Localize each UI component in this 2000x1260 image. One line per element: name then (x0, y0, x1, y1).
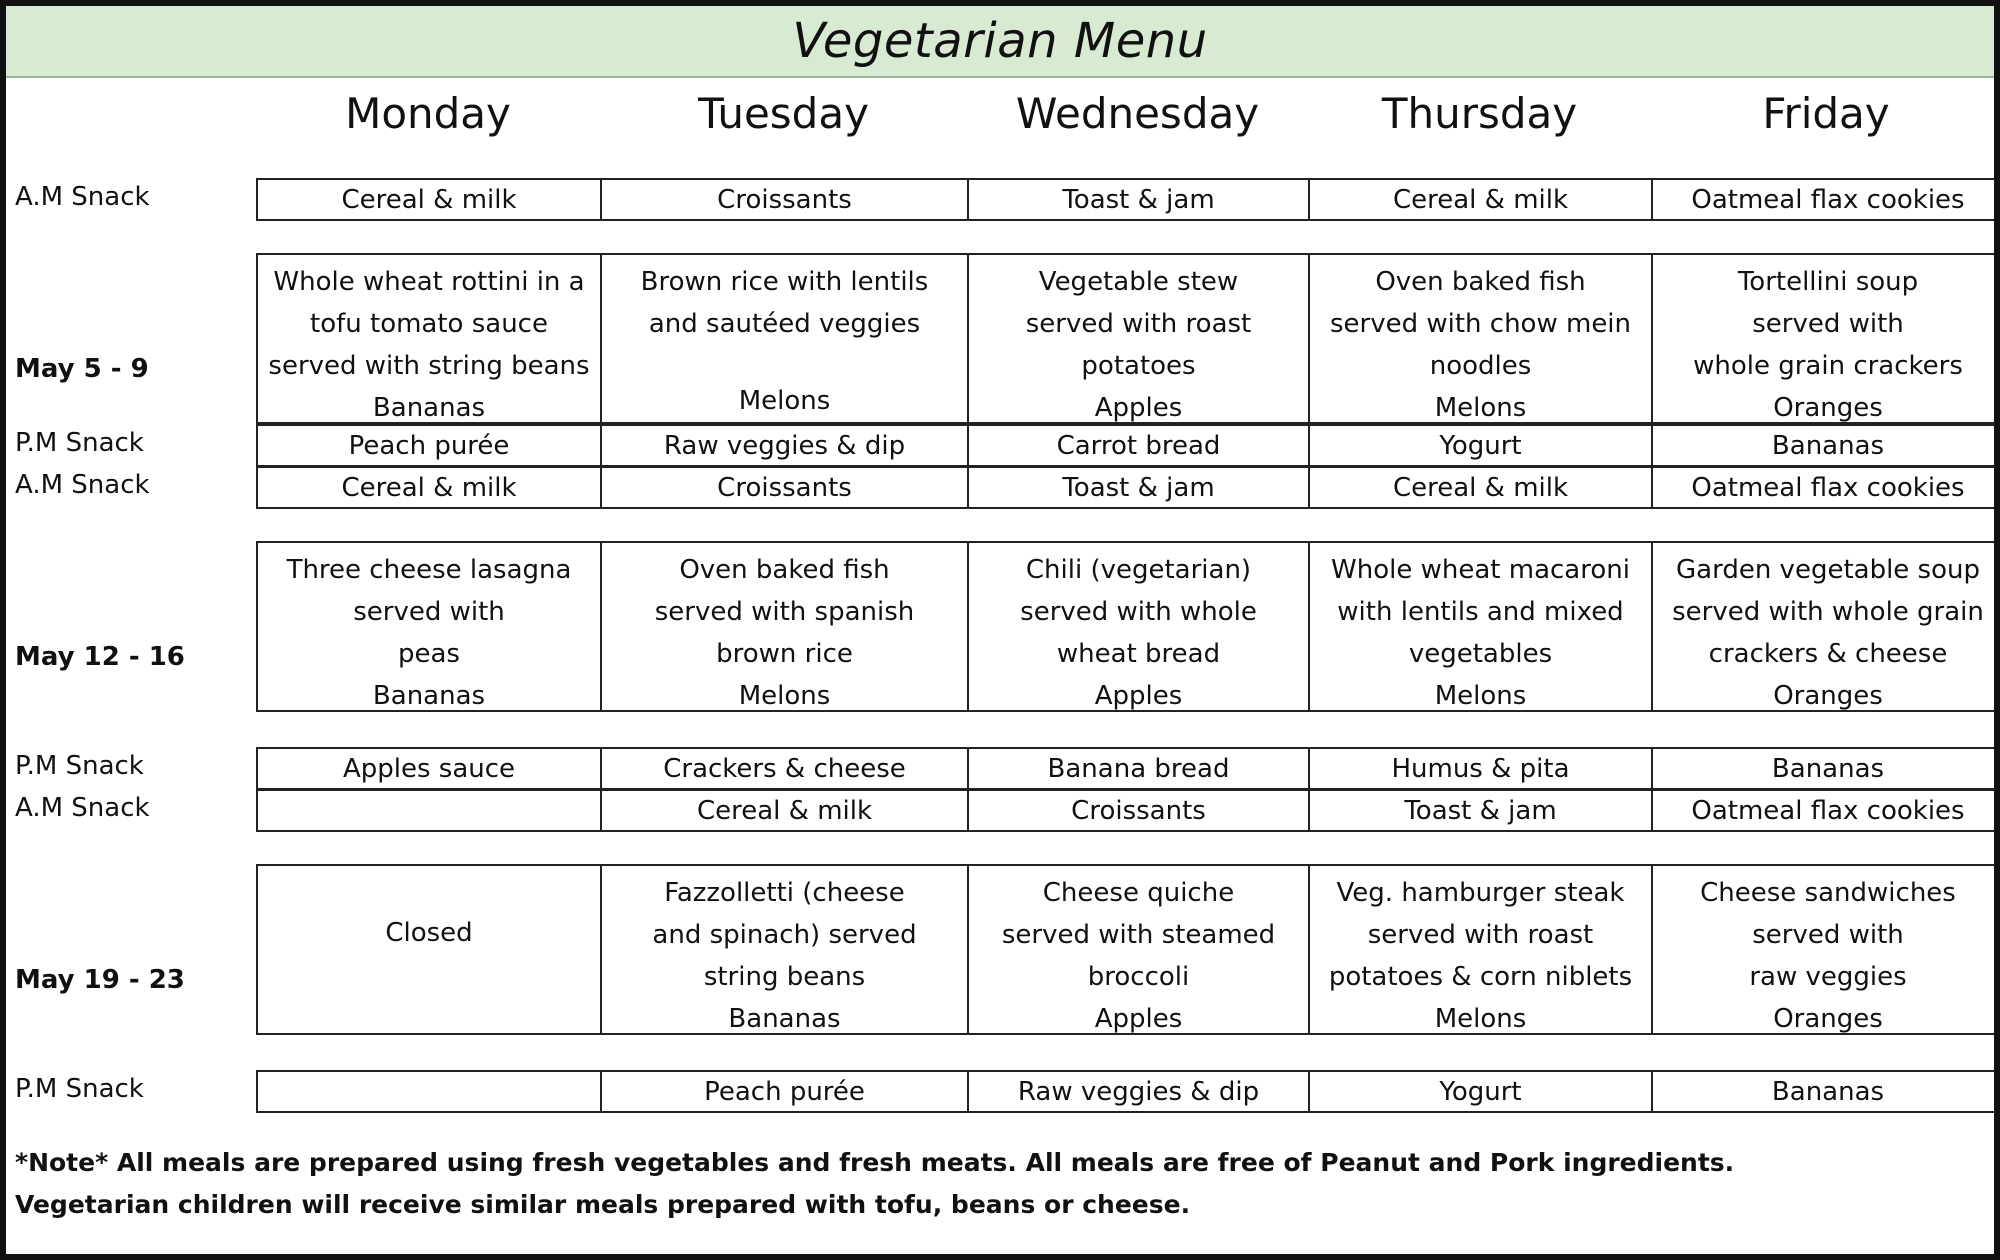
pm-snack-label: P.M Snack (15, 751, 144, 781)
am-snack-text: Oatmeal flax cookies (1691, 472, 1965, 503)
lunch-line: Closed (385, 917, 473, 948)
day-header-friday: Friday (1762, 89, 1890, 138)
lunch-line: Three cheese lasagna (286, 555, 572, 585)
week-label: May 12 - 16 (15, 642, 185, 672)
pm-snack-cell-monday (258, 749, 602, 788)
pm-snack-cell-wednesday (969, 749, 1310, 788)
pm-snack-cell-friday (1653, 426, 2000, 465)
lunch-line (258, 872, 600, 912)
am-snack-label: A.M Snack (15, 182, 150, 212)
am-snack-cell-wednesday (969, 468, 1310, 507)
am-snack-text: Croissants (717, 184, 852, 215)
day-header-wednesday: Wednesday (1015, 89, 1260, 138)
lunch-line: Apples (1094, 681, 1183, 710)
pm-snack-text: Apples sauce (342, 753, 516, 784)
lunch-line: Bananas (372, 393, 486, 422)
lunch-line: peas (398, 639, 460, 669)
pm-snack-text: Bananas (1771, 753, 1885, 784)
am-snack-cell-monday (258, 180, 602, 219)
pm-snack-label: P.M Snack (15, 1074, 144, 1104)
pm-snack-row (256, 747, 2000, 790)
am-snack-cell-wednesday (969, 180, 1310, 219)
lunch-line: Oven baked fish (1375, 267, 1586, 297)
am-snack-cell-friday (1653, 180, 2000, 219)
am-snack-label: A.M Snack (15, 793, 150, 823)
lunch-line: Apples (1094, 1004, 1183, 1033)
pm-snack-text: Peach purée (704, 1076, 865, 1107)
pm-snack-cell-thursday (1310, 1072, 1653, 1111)
lunch-line: Cheese sandwiches (1700, 878, 1956, 908)
menu-title: Vegetarian Menu (6, 6, 1994, 78)
pm-snack-text: Raw veggies & dip (1017, 1076, 1260, 1107)
lunch-line: raw veggies (1749, 962, 1907, 992)
lunch-line: crackers & cheese (1708, 639, 1948, 669)
pm-snack-cell-monday (258, 426, 602, 465)
note-line-2: Vegetarian children will receive similar meals prepared with tofu, beans or cheese. (15, 1190, 1191, 1219)
lunch-cell-friday (1653, 543, 2000, 710)
lunch-line (258, 954, 600, 994)
note-line-1: *Note* All meals are prepared using fresh vegetables and fresh meats. All meals are free of Peanut and Pork ingredients. (15, 1148, 1735, 1177)
week-label: May 5 - 9 (15, 354, 149, 384)
lunch-line: Bananas (372, 681, 486, 710)
am-snack-cell-wednesday (969, 791, 1310, 830)
lunch-cell-thursday (1310, 543, 1653, 710)
lunch-line (602, 345, 967, 380)
lunch-cell-monday (258, 866, 602, 1033)
lunch-line: Melons (1434, 681, 1527, 710)
lunch-line: Oven baked fish (679, 555, 890, 585)
am-snack-cell-friday (1653, 791, 2000, 830)
lunch-line: Oranges (1773, 1004, 1883, 1033)
lunch-line: potatoes (1081, 351, 1196, 381)
lunch-line: served with (353, 597, 505, 627)
lunch-line: Whole wheat rottini in a (273, 267, 585, 297)
lunch-line: vegetables (1408, 639, 1553, 669)
lunch-line: Melons (1434, 1004, 1527, 1033)
lunch-cell-monday (258, 255, 602, 422)
am-snack-cell-tuesday (602, 791, 969, 830)
day-header-thursday: Thursday (1381, 89, 1578, 138)
am-snack-text: Cereal & milk (341, 472, 517, 503)
lunch-cell-wednesday (969, 543, 1310, 710)
lunch-cell-wednesday (969, 866, 1310, 1033)
lunch-line: served with spanish (654, 597, 915, 627)
am-snack-cell-monday (258, 468, 602, 507)
pm-snack-cell-thursday (1310, 749, 1653, 788)
lunch-line: served with chow mein (1329, 309, 1632, 339)
am-snack-text: Cereal & milk (1392, 472, 1569, 503)
am-snack-cell-thursday (1310, 180, 1653, 219)
pm-snack-cell-tuesday (602, 1072, 969, 1111)
lunch-line: served with roast (1025, 309, 1252, 339)
lunch-line: Brown rice with lentils (640, 267, 929, 297)
lunch-cell-monday (258, 543, 602, 710)
am-snack-label: A.M Snack (15, 470, 150, 500)
am-snack-row (256, 789, 2000, 832)
lunch-line: Apples (1094, 393, 1183, 422)
lunch-line: noodles (1429, 351, 1532, 381)
am-snack-text: Cereal & milk (696, 795, 873, 826)
lunch-line: broccoli (1087, 962, 1190, 992)
pm-snack-cell-friday (1653, 1072, 2000, 1111)
lunch-line: served with roast (1367, 920, 1594, 950)
lunch-cell-tuesday (602, 866, 969, 1033)
am-snack-cell-tuesday (602, 468, 969, 507)
day-header-tuesday: Tuesday (698, 89, 869, 138)
lunch-line: served with (1752, 920, 1904, 950)
lunch-line: wheat bread (1056, 639, 1221, 669)
lunch-line: Vegetable stew (1038, 267, 1239, 297)
am-snack-row (256, 466, 2000, 509)
lunch-line: Veg. hamburger steak (1336, 878, 1625, 908)
lunch-line: Garden vegetable soup (1676, 555, 1980, 585)
pm-snack-cell-tuesday (602, 426, 969, 465)
lunch-line: Bananas (728, 1004, 841, 1033)
lunch-line: whole grain crackers (1693, 351, 1963, 381)
pm-snack-cell-thursday (1310, 426, 1653, 465)
pm-snack-text: Yogurt (1439, 430, 1522, 461)
lunch-line: Melons (1434, 393, 1527, 422)
pm-snack-cell-friday (1653, 749, 2000, 788)
lunch-line: served with steamed (1001, 920, 1276, 950)
lunch-line: with lentils and mixed (1337, 597, 1624, 627)
am-snack-cell-tuesday (602, 180, 969, 219)
lunch-line: served with (1752, 309, 1904, 339)
pm-snack-text: Humus & pita (1391, 753, 1570, 784)
am-snack-cell-thursday (1310, 468, 1653, 507)
pm-snack-text: Crackers & cheese (663, 753, 906, 784)
am-snack-text: Toast & jam (1404, 795, 1557, 826)
pm-snack-text: Bananas (1771, 430, 1885, 461)
am-snack-text: Oatmeal flax cookies (1691, 795, 1965, 826)
lunch-line: and spinach) served (652, 920, 917, 950)
day-header-monday: Monday (345, 89, 511, 138)
am-snack-cell-friday (1653, 468, 2000, 507)
lunch-line: potatoes & corn niblets (1328, 962, 1633, 992)
am-snack-text: Toast & jam (1062, 184, 1215, 215)
lunch-cell-tuesday (602, 543, 969, 710)
am-snack-cell-monday (258, 791, 602, 830)
lunch-line: tofu tomato sauce (310, 309, 548, 339)
am-snack-text: Toast & jam (1062, 472, 1215, 503)
pm-snack-text: Carrot bread (1056, 430, 1221, 461)
pm-snack-text: Bananas (1771, 1076, 1885, 1107)
pm-snack-row (256, 424, 2000, 467)
lunch-line: served with whole grain (1672, 597, 1984, 627)
lunch-line: Fazzolletti (cheese (664, 878, 905, 908)
lunch-cell-thursday (1310, 255, 1653, 422)
lunch-cell-friday (1653, 866, 2000, 1033)
lunch-cell-wednesday (969, 255, 1310, 422)
lunch-line: string beans (703, 962, 866, 992)
week-label: May 19 - 23 (15, 965, 185, 995)
am-snack-text: Croissants (717, 472, 852, 503)
lunch-row (256, 864, 2000, 1035)
lunch-line: brown rice (716, 639, 853, 669)
pm-snack-cell-monday (258, 1072, 602, 1111)
lunch-cell-thursday (1310, 866, 1653, 1033)
am-snack-row (256, 178, 2000, 221)
lunch-cell-tuesday (602, 255, 969, 422)
am-snack-text: Croissants (1071, 795, 1206, 826)
pm-snack-row (256, 1070, 2000, 1113)
pm-snack-label: P.M Snack (15, 428, 144, 458)
lunch-line: and sautéed veggies (648, 309, 921, 339)
lunch-line: Oranges (1773, 393, 1883, 422)
lunch-line: Tortellini soup (1737, 267, 1919, 297)
pm-snack-text: Banana bread (1047, 753, 1230, 784)
lunch-line: served with string beans (268, 351, 590, 381)
am-snack-text: Cereal & milk (1392, 184, 1569, 215)
lunch-line: Melons (738, 386, 831, 416)
pm-snack-cell-wednesday (969, 426, 1310, 465)
lunch-line: served with whole (1020, 597, 1257, 627)
lunch-row (256, 541, 2000, 712)
pm-snack-cell-wednesday (969, 1072, 1310, 1111)
lunch-line: Melons (738, 681, 831, 710)
am-snack-text: Cereal & milk (341, 184, 517, 215)
pm-snack-text: Peach purée (348, 430, 510, 461)
lunch-line: Chili (vegetarian) (1025, 555, 1252, 585)
lunch-line: Whole wheat macaroni (1331, 555, 1630, 585)
lunch-line: Oranges (1773, 681, 1883, 710)
lunch-line (258, 993, 600, 1033)
am-snack-cell-thursday (1310, 791, 1653, 830)
pm-snack-text: Raw veggies & dip (663, 430, 906, 461)
lunch-line: Cheese quiche (1042, 878, 1235, 908)
am-snack-text: Oatmeal flax cookies (1691, 184, 1965, 215)
lunch-cell-friday (1653, 255, 2000, 422)
pm-snack-cell-tuesday (602, 749, 969, 788)
pm-snack-text: Yogurt (1439, 1076, 1522, 1107)
lunch-row (256, 253, 2000, 424)
